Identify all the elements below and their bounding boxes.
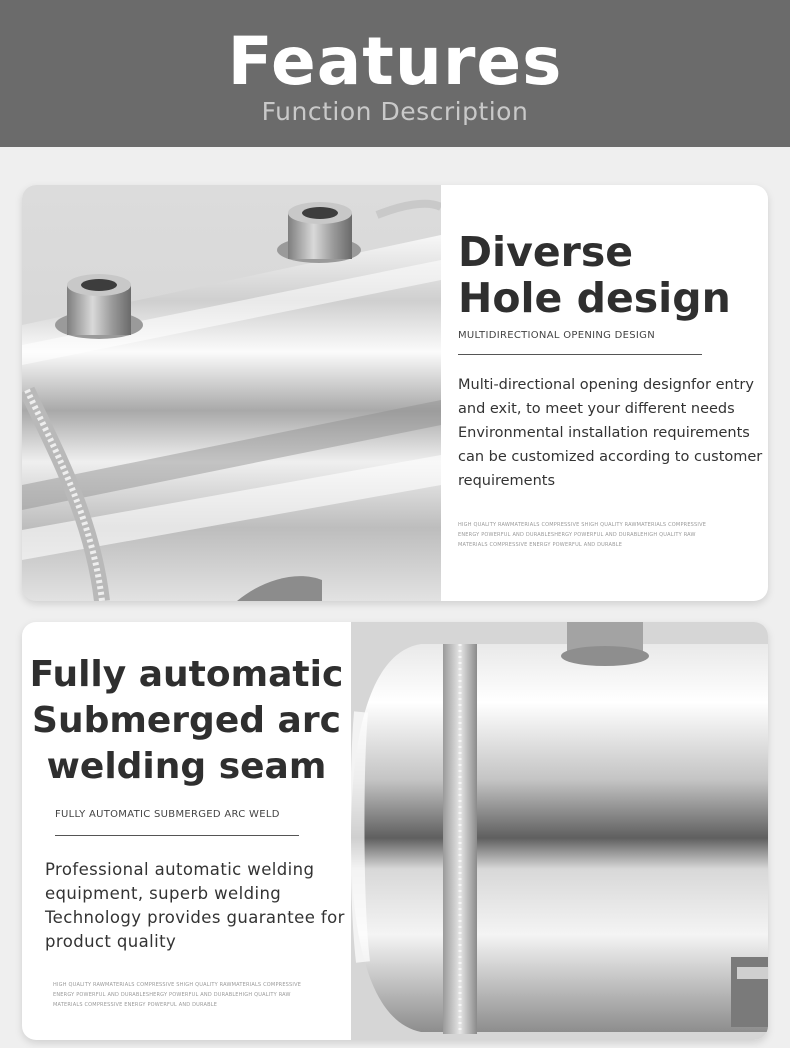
feature-heading	[22, 652, 351, 790]
features-banner	[0, 0, 790, 147]
page-title: Features	[227, 23, 563, 100]
page-subtitle: Function Description	[261, 97, 529, 126]
tank-weld-image	[351, 622, 768, 1040]
feature-card-hole-design	[22, 185, 768, 601]
feature-description: Professional automatic welding equipment, superb welding Technology provides guarantee for product quality	[45, 860, 345, 951]
heading-line: Fully automatic	[29, 654, 344, 695]
heading-line: Diverse	[458, 228, 634, 276]
feature-heading	[458, 229, 731, 321]
feature-description: Multi-directional opening designfor entry and exit, to meet your different needs Environmental installation requirements can be customized according to customer requirements	[458, 377, 763, 489]
divider	[55, 835, 299, 836]
feature-text-panel	[22, 622, 351, 1040]
heading-line: welding seam	[46, 746, 327, 787]
fine-print: HIGH QUALITY RAWMATERIALS COMPRESSIVE SHIGH QUALITY RAWMATERIALS COMPRESSIVE ENERGY POWERFUL AND DURABLESHERGY POWERFUL AND DURABLEHIGH QUALITY RAW MATERIALS COMPRESSIVE ENERGY POWERFUL AND DURABLE	[53, 982, 302, 1008]
tank-ports-illustration	[22, 185, 441, 601]
feature-tagline: MULTIDIRECTIONAL OPENING DESIGN	[458, 330, 655, 341]
divider	[458, 354, 702, 355]
feature-card-welding-seam	[22, 622, 768, 1040]
feature-tagline: FULLY AUTOMATIC SUBMERGED ARC WELD	[55, 809, 280, 820]
fine-print: HIGH QUALITY RAWMATERIALS COMPRESSIVE SHIGH QUALITY RAWMATERIALS COMPRESSIVE ENERGY POWERFUL AND DURABLESHERGY POWERFUL AND DURABLEHIGH QUALITY RAW MATERIALS COMPRESSIVE ENERGY POWERFUL AND DURABLE	[458, 522, 707, 548]
heading-line: Submerged arc	[32, 700, 341, 741]
tank-ports-image	[22, 185, 441, 601]
tank-weld-illustration	[351, 622, 768, 1040]
feature-text-panel	[441, 185, 768, 601]
heading-line: Hole design	[458, 274, 731, 322]
